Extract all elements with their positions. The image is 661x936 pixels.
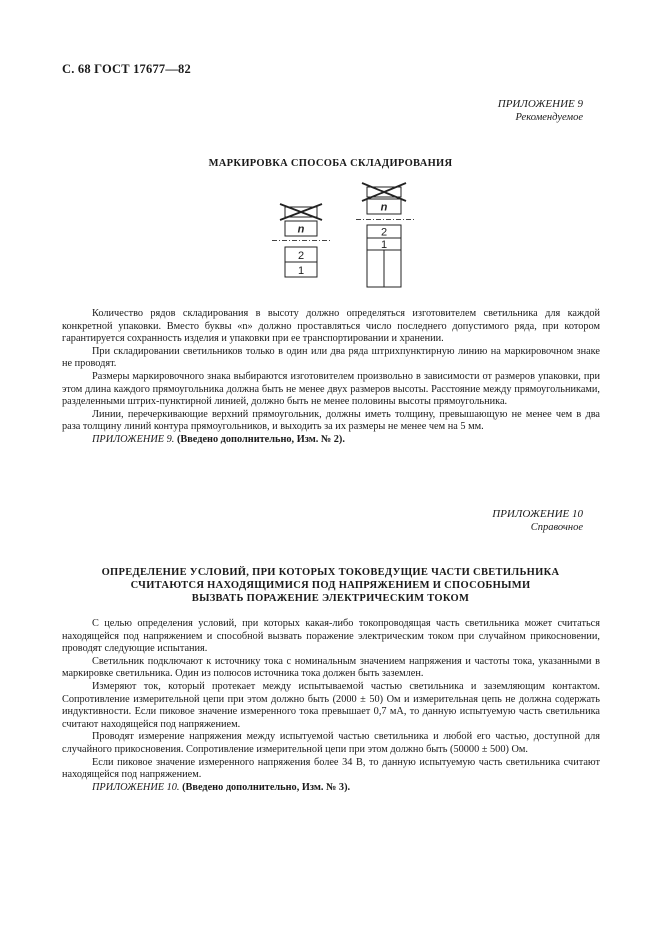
appendix-10-reference-italic: ПРИЛОЖЕНИЕ 10. bbox=[92, 781, 180, 793]
appendix-10-paragraph: Если пиковое значение измеренного напряжения более 34 В, то данную испытуемую часть светильника считают находящейся под напряжением. bbox=[62, 756, 600, 781]
appendix-9-paragraph: Линии, перечеркивающие верхний прямоугольник, должны иметь толщину, превышающую не менее чем в два раза толщину линий контура прямоугольников, и выходить за их размеры не менее чем на 5 мм. bbox=[62, 408, 600, 433]
appendix-9-paragraph: При складировании светильников только в один или два ряда штрихпунктирную линию на маркировочном знаке не проводят. bbox=[62, 345, 600, 370]
appendix-10-paragraph: Проводят измерение напряжения между испытуемой частью светильника и любой его частью, доступной для случайного прикосновения. Сопротивление измерительной цепи при этом должно быть (50000 ± 500) Ом. bbox=[62, 731, 600, 755]
appendix-9-reference bbox=[62, 434, 600, 447]
right-number-2: 2 bbox=[380, 226, 388, 239]
appendix-9-status: Рекомендуемое bbox=[515, 112, 583, 123]
appendix-10-paragraph: Светильник подключают к источнику тока с номинальным значением напряжения и частоты тока, указанными в маркировке светильника. Один из полюсов источника тока должен быть заземлен. bbox=[62, 655, 600, 680]
left-number-2: 2 bbox=[297, 250, 305, 262]
appendix-10-label: ПРИЛОЖЕНИЕ 10 bbox=[492, 508, 583, 520]
appendix-10-title bbox=[0, 566, 661, 605]
appendix-9-title: МАРКИРОВКА СПОСОБА СКЛАДИРОВАНИЯ bbox=[208, 158, 453, 169]
right-number-1: 1 bbox=[380, 239, 388, 251]
appendix-9-label: ПРИЛОЖЕНИЕ 9 bbox=[497, 98, 583, 110]
marking-sign-left bbox=[272, 204, 330, 277]
appendix-9-reference-italic: ПРИЛОЖЕНИЕ 9. bbox=[92, 433, 175, 445]
left-number-1: 1 bbox=[297, 265, 305, 277]
appendix-10-status: Справочное bbox=[530, 522, 583, 533]
appendix-10-title-line: ОПРЕДЕЛЕНИЕ УСЛОВИЙ, ПРИ КОТОРЫХ ТОКОВЕДУЩИЕ ЧАСТИ СВЕТИЛЬНИКА bbox=[101, 567, 560, 578]
storage-marking-figure bbox=[260, 178, 430, 288]
appendix-9-body bbox=[62, 308, 600, 447]
appendix-10-body bbox=[62, 618, 600, 794]
appendix-9-label-block bbox=[498, 98, 583, 124]
right-n-letter: n bbox=[380, 201, 388, 214]
appendix-10-reference bbox=[62, 782, 600, 795]
appendix-10-paragraph: С целью определения условий, при которых какая-либо токопроводящая часть светильника может считаться находящейся под напряжением и способной вызвать поражение электрическим током при случайном прикосновении, проводят следующие испытания. bbox=[62, 618, 600, 655]
marking-sign-right bbox=[356, 183, 414, 287]
appendix-9-reference-bold: (Введено дополнительно, Изм. № 2). bbox=[174, 433, 345, 445]
appendix-10-title-line: СЧИТАЮТСЯ НАХОДЯЩИМИСЯ ПОД НАПРЯЖЕНИЕМ И СПОСОБНЫМИ bbox=[130, 580, 531, 591]
appendix-10-paragraph: Измеряют ток, который протекает между испытываемой частью светильника и заземляющим контактом. Сопротивление измерительной цепи при этом должно быть (2000 ± 50) Ом и измерительная цепь не должна содержать индуктивности. Если пиковое значение измеренного тока превышает 0,7 мА, то данную испытуемую часть светильника считают находящейся под напряжением. bbox=[62, 680, 600, 730]
appendix-10-label-block bbox=[492, 508, 583, 534]
appendix-9-paragraph: Количество рядов складирования в высоту должно определяться изготовителем светильника для каждой конкретной упаковки. Вместо буквы «n» должно проставляться число последнего допустимого ряда, при котором гарантируется сохранность изделия и упаковки при ее транспортировании и хранении. bbox=[62, 308, 600, 345]
appendix-9-paragraph: Размеры маркировочного знака выбираются изготовителем произвольно в зависимости от размеров упаковки, при этом длина каждого прямоугольника должна быть не менее двух размеров высоты. Расстояние между прямоугольниками, разделенными штрих-пунктирной линией, должно быть не менее половины высоты прямоугольника. bbox=[62, 370, 600, 408]
appendix-10-reference-bold: (Введено дополнительно, Изм. № 3). bbox=[179, 781, 351, 793]
appendix-10-title-line: ВЫЗВАТЬ ПОРАЖЕНИЕ ЭЛЕКТРИЧЕСКИМ ТОКОМ bbox=[191, 593, 470, 604]
page-header: С. 68 ГОСТ 17677—82 bbox=[62, 62, 191, 76]
left-n-letter: n bbox=[297, 223, 305, 236]
